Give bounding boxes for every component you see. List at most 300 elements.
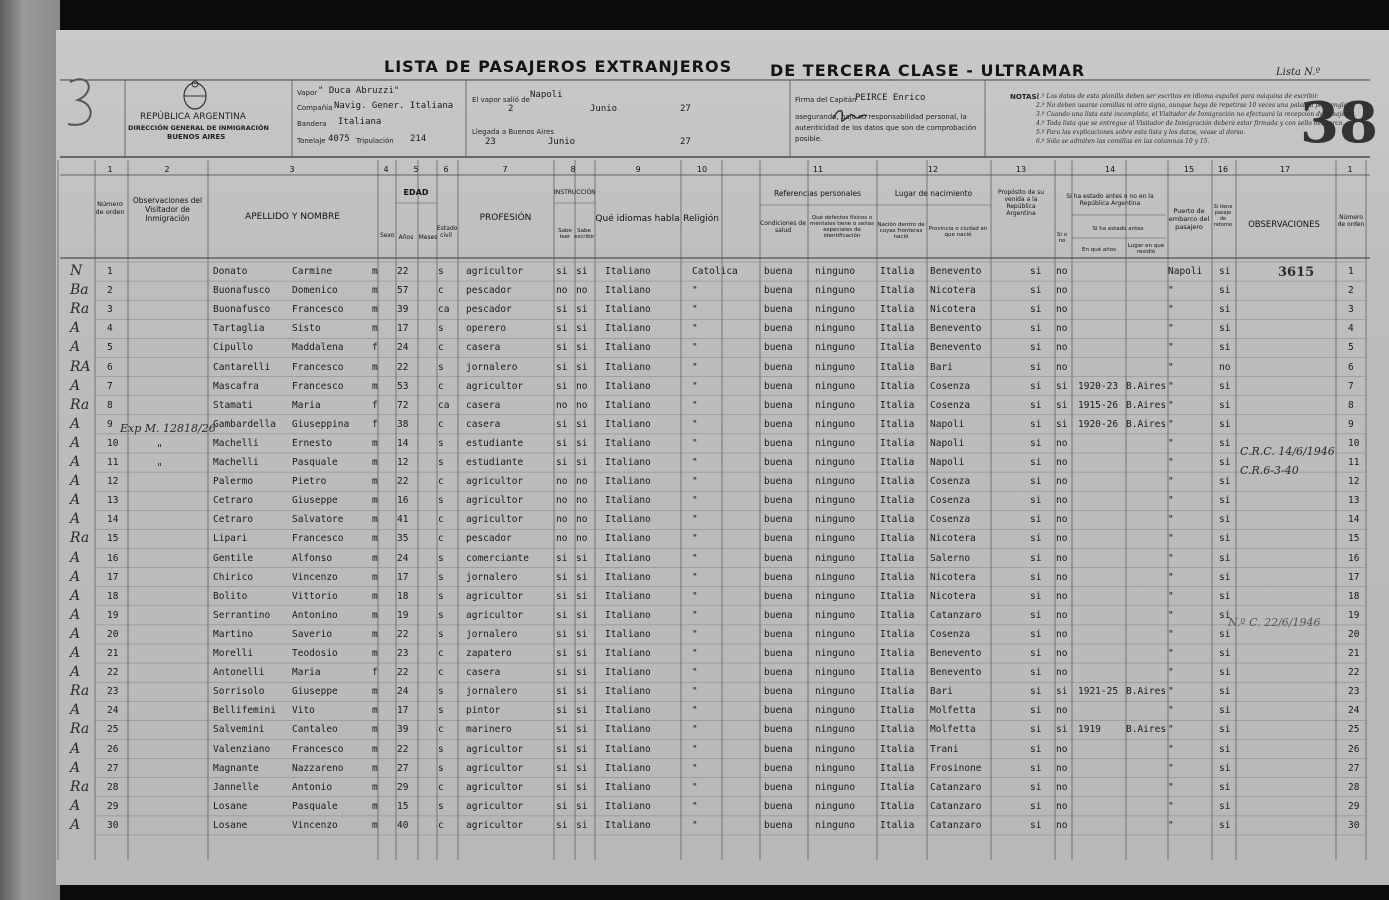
cell-puerto: " xyxy=(1168,667,1174,679)
cell-puerto: " xyxy=(1168,705,1174,717)
hdr-sabe-escribir: Sabe escribir xyxy=(574,228,595,240)
cell-n-right: 3 xyxy=(1348,304,1354,316)
cell-provincia: Salerno xyxy=(930,552,971,564)
cell-defectos: ninguno xyxy=(815,457,856,468)
cell-profesion: pescador xyxy=(466,533,512,545)
margin-mark: A xyxy=(70,816,81,833)
cell-religion: " xyxy=(692,380,698,392)
cell-provincia: Cosenza xyxy=(930,514,971,526)
margin-mark: A xyxy=(70,759,81,776)
cell-leer: si xyxy=(556,686,568,698)
cell-sexo: f xyxy=(372,667,378,679)
cell-profesion: casera xyxy=(466,399,501,411)
cell-n: 9 xyxy=(107,418,113,430)
salio-label: El vapor salió de xyxy=(472,96,530,104)
cell-estado_antes: si xyxy=(1056,380,1068,392)
cell-n: 5 xyxy=(107,342,113,354)
cell-proposito: si xyxy=(1030,648,1042,659)
cell-proposito: si xyxy=(1030,476,1042,488)
cell-c16: si xyxy=(1219,399,1231,411)
cell-defectos: ninguno xyxy=(815,437,856,449)
cell-estado: s xyxy=(438,437,444,449)
cell-estado_antes: no xyxy=(1056,705,1068,717)
cell-puerto: " xyxy=(1168,437,1174,449)
cell-estado: s xyxy=(438,361,444,373)
cell-nacion: Italia xyxy=(880,628,915,640)
cell-estado: s xyxy=(438,628,444,640)
cell-apellido: Cetraro xyxy=(213,495,254,507)
cell-escribir: si xyxy=(576,628,588,640)
margin-mark: A xyxy=(70,664,81,681)
cell-defectos: ninguno xyxy=(815,705,856,717)
hdr-numero-right: Número de orden xyxy=(1337,214,1365,228)
cell-estado_antes: no xyxy=(1056,743,1068,755)
hdr-nacion: Nación dentro de cuyas fronteras nació xyxy=(877,222,925,240)
hdr-apellido: APELLIDO Y NOMBRE xyxy=(245,212,340,222)
cell-nacion: Italia xyxy=(880,743,915,755)
cell-estado_antes: no xyxy=(1056,819,1068,831)
cell-c16: si xyxy=(1219,323,1231,335)
cell-proposito: si xyxy=(1030,495,1042,507)
cell-provincia: Nicotera xyxy=(930,571,976,583)
cell-salud: buena xyxy=(764,361,793,373)
cell-proposito: si xyxy=(1030,590,1042,602)
hdr-si-no: Si o no xyxy=(1056,232,1068,244)
cell-sexo: m xyxy=(372,552,378,564)
margin-mark: A xyxy=(70,339,81,356)
cell-escribir: no xyxy=(576,514,588,526)
cell-defectos: ninguno xyxy=(815,533,856,545)
cell-sexo: m xyxy=(372,819,378,831)
cell-n: 29 xyxy=(107,800,119,812)
cell-lugar: B.Aires xyxy=(1126,399,1167,411)
cell-anos: 1915-26 xyxy=(1078,399,1119,411)
column-number: 16 xyxy=(1217,165,1229,174)
cell-idioma: Italiano xyxy=(605,571,651,583)
cell-n-right: 8 xyxy=(1348,399,1354,411)
cell-n-right: 14 xyxy=(1348,514,1360,526)
cell-nombre: Francesco xyxy=(292,533,344,545)
cell-provincia: Bari xyxy=(930,361,953,373)
cell-puerto: " xyxy=(1168,457,1174,468)
cell-apellido: Machelli xyxy=(213,457,259,468)
cell-n-right: 18 xyxy=(1348,590,1360,602)
cell-defectos: ninguno xyxy=(815,418,856,430)
cell-lugar: B.Aires xyxy=(1126,418,1167,430)
cell-provincia: Benevento xyxy=(930,667,982,679)
cell-estado_antes: no xyxy=(1056,800,1068,812)
cell-estado_antes: no xyxy=(1056,361,1068,373)
cell-salud: buena xyxy=(764,285,793,297)
margin-mark: A xyxy=(70,473,81,490)
cell-defectos: ninguno xyxy=(815,724,856,736)
column-number: 12 xyxy=(927,165,939,174)
cell-n: 23 xyxy=(107,686,119,698)
cell-nacion: Italia xyxy=(880,800,915,812)
cell-provincia: Cosenza xyxy=(930,399,971,411)
cell-puerto: " xyxy=(1168,514,1174,526)
cell-estado_antes: no xyxy=(1056,667,1068,679)
cell-puerto: " xyxy=(1168,495,1174,507)
margin-mark: A xyxy=(70,454,81,470)
cell-apellido: Buonafusco xyxy=(213,304,271,316)
cell-edad: 18 xyxy=(397,590,409,602)
cell-salud: buena xyxy=(764,590,793,602)
cell-puerto: Napoli xyxy=(1168,266,1203,277)
column-number: 8 xyxy=(570,165,576,174)
cell-estado: ca xyxy=(438,304,450,316)
cell-estado_antes: no xyxy=(1056,266,1068,277)
cell-escribir: si xyxy=(576,609,588,621)
column-number: 15 xyxy=(1183,165,1195,174)
hdr-numero: Número de orden xyxy=(95,200,125,216)
cell-provincia: Frosinone xyxy=(930,762,982,774)
cell-salud: buena xyxy=(764,705,793,717)
cell-religion: " xyxy=(692,495,698,507)
cell-c16: si xyxy=(1219,437,1231,449)
cell-escribir: si xyxy=(576,437,588,449)
seal-line-2: DIRECCIÓN GENERAL DE INMIGRACIÓN xyxy=(128,124,269,132)
cell-proposito: si xyxy=(1030,266,1042,277)
cell-religion: " xyxy=(692,476,698,488)
cell-provincia: Catanzaro xyxy=(930,609,982,621)
cell-nombre: Maria xyxy=(292,667,321,679)
cell-apellido: Valenziano xyxy=(213,743,271,755)
cell-n-right: 27 xyxy=(1348,762,1360,774)
cell-estado_antes: no xyxy=(1056,648,1068,659)
cell-sexo: m xyxy=(372,705,378,717)
cell-idioma: Italiano xyxy=(605,743,651,755)
cell-salud: buena xyxy=(764,342,793,354)
cell-provincia: Nicotera xyxy=(930,285,976,297)
cell-leer: si xyxy=(556,304,568,316)
cell-apellido: Mascafra xyxy=(213,380,259,392)
cell-sexo: m xyxy=(372,590,378,602)
cell-c16: si xyxy=(1219,495,1231,507)
cell-escribir: si xyxy=(576,686,588,698)
cell-idioma: Italiano xyxy=(605,705,651,717)
cell-sexo: f xyxy=(372,342,378,354)
cell-escribir: no xyxy=(576,380,588,392)
cell-proposito: si xyxy=(1030,457,1042,468)
margin-mark: A xyxy=(70,492,81,509)
cell-apellido: Machelli xyxy=(213,437,259,449)
cell-salud: buena xyxy=(764,762,793,774)
cell-puerto: " xyxy=(1168,533,1174,545)
cell-idioma: Italiano xyxy=(605,667,651,679)
cell-n: 22 xyxy=(107,667,119,679)
cell-nacion: Italia xyxy=(880,457,915,468)
cell-estado: c xyxy=(438,342,444,354)
cell-nacion: Italia xyxy=(880,399,915,411)
cell-provincia: Cosenza xyxy=(930,628,971,640)
cell-sexo: m xyxy=(372,724,378,736)
cell-edad: 23 xyxy=(397,648,409,659)
cell-religion: " xyxy=(692,762,698,774)
cell-defectos: ninguno xyxy=(815,571,856,583)
cell-estado: c xyxy=(438,533,444,545)
cell-idioma: Italiano xyxy=(605,285,651,297)
cell-estado_antes: no xyxy=(1056,285,1068,297)
cell-nacion: Italia xyxy=(880,342,915,354)
cell-n: 27 xyxy=(107,762,119,774)
compania-value: Navig. Gener. Italiana xyxy=(334,101,454,111)
column-number: 17 xyxy=(1279,165,1291,174)
cell-idioma: Italiano xyxy=(605,552,651,564)
cell-n-right: 15 xyxy=(1348,533,1360,545)
cell-n-right: 1 xyxy=(1348,266,1354,277)
cell-puerto: " xyxy=(1168,418,1174,430)
cell-salud: buena xyxy=(764,667,793,679)
cell-apellido: Cetraro xyxy=(213,514,254,526)
cell-edad: 40 xyxy=(397,819,409,831)
cell-escribir: si xyxy=(576,762,588,774)
tonelaje-label: Tonelaje xyxy=(297,137,326,145)
hdr-en-que-anos: En qué años xyxy=(1082,247,1116,253)
cell-puerto: " xyxy=(1168,285,1174,297)
cell-edad: 57 xyxy=(397,285,409,297)
cell-n-right: 20 xyxy=(1348,628,1360,640)
cell-n: 18 xyxy=(107,590,119,602)
cell-escribir: no xyxy=(576,495,588,507)
cell-n: 1 xyxy=(107,266,113,277)
llegada-anio: 27 xyxy=(680,137,691,147)
cell-defectos: ninguno xyxy=(815,495,856,507)
cell-nacion: Italia xyxy=(880,648,915,659)
cell-apellido: Bolito xyxy=(213,590,248,602)
cell-estado_antes: no xyxy=(1056,495,1068,507)
cell-profesion: estudiante xyxy=(466,457,524,468)
cell-idioma: Italiano xyxy=(605,724,651,736)
salio-puerto: Napoli xyxy=(530,90,563,100)
cell-salud: buena xyxy=(764,380,793,392)
cell-nacion: Italia xyxy=(880,476,915,488)
cell-puerto: " xyxy=(1168,304,1174,316)
cell-estado: s xyxy=(438,762,444,774)
cell-sexo: m xyxy=(372,457,378,468)
cell-idioma: Italiano xyxy=(605,819,651,831)
cell-puerto: " xyxy=(1168,819,1174,831)
cell-provincia: Catanzaro xyxy=(930,819,982,831)
cell-salud: buena xyxy=(764,628,793,640)
cell-idioma: Italiano xyxy=(605,361,651,373)
cell-sexo: m xyxy=(372,628,378,640)
cell-religion: " xyxy=(692,304,698,316)
cell-leer: si xyxy=(556,590,568,602)
margin-mark: Ra xyxy=(70,683,90,700)
column-number: 14 xyxy=(1104,165,1116,174)
cell-edad: 27 xyxy=(397,762,409,774)
margin-mark: A xyxy=(70,377,81,394)
cell-profesion: pescador xyxy=(466,304,512,316)
cell-defectos: ninguno xyxy=(815,648,856,659)
cell-n-right: 10 xyxy=(1348,437,1360,449)
margin-mark: A xyxy=(70,740,81,757)
margin-mark: N xyxy=(70,263,83,279)
cell-salud: buena xyxy=(764,686,793,698)
cell-salud: buena xyxy=(764,418,793,430)
cell-escribir: si xyxy=(576,323,588,335)
cell-nacion: Italia xyxy=(880,266,915,277)
cell-profesion: agricultor xyxy=(466,476,524,488)
cell-idioma: Italiano xyxy=(605,266,651,277)
cell-puerto: " xyxy=(1168,648,1174,659)
obs-annotation-2: " xyxy=(157,442,163,455)
hdr-observaciones: OBSERVACIONES xyxy=(1248,220,1320,230)
cell-n: 7 xyxy=(107,380,113,392)
firma-label: Firma del Capitán xyxy=(795,96,857,104)
nota-2: 2.º No deben usarse comillas ni otro signo, aunque haya de repetirse 10 veces una palabra por renglón. xyxy=(1036,102,1353,109)
cell-n-right: 4 xyxy=(1348,323,1354,335)
cell-leer: si xyxy=(556,743,568,755)
cell-edad: 24 xyxy=(397,686,409,698)
cell-profesion: casera xyxy=(466,418,501,430)
cell-estado: c xyxy=(438,819,444,831)
nota-5: 5.º Para las explicaciones sobre esta lista y los datos, véase al dorso. xyxy=(1036,129,1246,136)
cell-provincia: Catanzaro xyxy=(930,800,982,812)
cell-nombre: Francesco xyxy=(292,380,344,392)
cell-edad: 72 xyxy=(397,399,409,411)
cell-sexo: f xyxy=(372,399,378,411)
hdr-idiomas: Qué idiomas habla xyxy=(595,214,680,224)
cell-nombre: Antonio xyxy=(292,781,333,793)
cell-religion: " xyxy=(692,285,698,297)
cell-nacion: Italia xyxy=(880,571,915,583)
cell-salud: buena xyxy=(764,495,793,507)
cell-c16: si xyxy=(1219,571,1231,583)
cell-religion: " xyxy=(692,399,698,411)
cell-escribir: si xyxy=(576,743,588,755)
cell-idioma: Italiano xyxy=(605,399,651,411)
cell-sexo: m xyxy=(372,648,378,659)
cell-nacion: Italia xyxy=(880,495,915,507)
cell-religion: " xyxy=(692,552,698,564)
hdr-meses: Meses xyxy=(418,234,438,241)
vapor-label: Vapor xyxy=(297,89,318,97)
margin-mark: A xyxy=(70,645,81,661)
cell-edad: 14 xyxy=(397,437,409,449)
cell-sexo: m xyxy=(372,609,378,621)
hdr-estado: Estado civil xyxy=(437,225,458,239)
cell-puerto: " xyxy=(1168,628,1174,640)
cell-proposito: si xyxy=(1030,380,1042,392)
cell-c16: no xyxy=(1219,361,1231,373)
cell-nacion: Italia xyxy=(880,323,915,335)
cell-provincia: Molfetta xyxy=(930,724,976,736)
cell-estado: s xyxy=(438,266,444,277)
cell-estado: s xyxy=(438,609,444,621)
cell-leer: si xyxy=(556,266,568,277)
column-number: 1 xyxy=(1347,165,1353,174)
cell-apellido: Morelli xyxy=(213,648,254,659)
cell-provincia: Napoli xyxy=(930,418,965,430)
right-annotation-1: C.R.C. 14/6/1946 xyxy=(1240,445,1335,458)
cell-nombre: Giuseppina xyxy=(292,418,350,430)
cell-leer: si xyxy=(556,762,568,774)
cell-puerto: " xyxy=(1168,571,1174,583)
cell-idioma: Italiano xyxy=(605,781,651,793)
cell-salud: buena xyxy=(764,819,793,831)
cell-puerto: " xyxy=(1168,380,1174,392)
cell-escribir: si xyxy=(576,590,588,602)
hdr-edad: EDAD xyxy=(403,188,429,197)
salio-anio: 27 xyxy=(680,104,691,114)
cell-estado_antes: no xyxy=(1056,476,1068,488)
cell-idioma: Italiano xyxy=(605,628,651,640)
cell-provincia: Catanzaro xyxy=(930,781,982,793)
nota-4: 4.º Toda lista que se entregue al Visitador de Inmigración deberá estar firmada y con sello del barco. xyxy=(1036,120,1345,127)
cell-escribir: si xyxy=(576,781,588,793)
cell-nombre: Sisto xyxy=(292,323,321,335)
cell-nombre: Francesco xyxy=(292,743,344,755)
cell-leer: si xyxy=(556,628,568,640)
right-annotation-3: N.º C. 22/6/1946 xyxy=(1228,616,1321,629)
cell-proposito: si xyxy=(1030,552,1042,564)
cell-nacion: Italia xyxy=(880,361,915,373)
cell-escribir: no xyxy=(576,533,588,545)
cell-salud: buena xyxy=(764,743,793,755)
lista-label: Lista N.º xyxy=(1276,67,1321,78)
cell-n: 24 xyxy=(107,705,119,717)
cell-salud: buena xyxy=(764,323,793,335)
cell-profesion: operero xyxy=(466,323,507,335)
cell-idioma: Italiano xyxy=(605,342,651,354)
cell-idioma: Italiano xyxy=(605,437,651,449)
cell-n: 6 xyxy=(107,361,113,373)
cell-proposito: si xyxy=(1030,533,1042,545)
cell-defectos: ninguno xyxy=(815,743,856,755)
cell-defectos: ninguno xyxy=(815,762,856,774)
cell-edad: 29 xyxy=(397,781,409,793)
capitan-name: PEIRCE Enrico xyxy=(855,93,926,103)
cell-c16: si xyxy=(1219,743,1231,755)
cell-apellido: Losane xyxy=(213,819,248,831)
cell-escribir: si xyxy=(576,457,588,468)
cell-escribir: si xyxy=(576,266,588,277)
cell-profesion: agricultor xyxy=(466,380,524,392)
cell-apellido: Gambardella xyxy=(213,418,276,430)
cell-apellido: Sorrisolo xyxy=(213,686,265,698)
cell-sexo: m xyxy=(372,571,378,583)
cell-apellido: Palermo xyxy=(213,476,254,488)
nota-3: 3.º Cuando una lista esté incompleta, el Visitador de Inmigración no efectuará la recepción de pasajeros. xyxy=(1036,111,1357,118)
bandera-value: Italiana xyxy=(338,117,382,127)
cell-edad: 22 xyxy=(397,743,409,755)
cell-edad: 39 xyxy=(397,304,409,316)
margin-mark: Ra xyxy=(70,396,90,413)
cell-n-right: 6 xyxy=(1348,361,1354,373)
cell-nombre: Vito xyxy=(292,705,315,717)
hdr-estado-antes: Si ha estado antes o no en la República Argentina xyxy=(1066,193,1154,207)
cell-edad: 24 xyxy=(397,342,409,354)
cell-salud: buena xyxy=(764,609,793,621)
cell-salud: buena xyxy=(764,781,793,793)
cell-n: 4 xyxy=(107,323,113,335)
cell-sexo: m xyxy=(372,743,378,755)
cell-escribir: no xyxy=(576,285,588,297)
cell-n-right: 19 xyxy=(1348,609,1360,621)
cell-nacion: Italia xyxy=(880,552,915,564)
cell-escribir: si xyxy=(576,418,588,430)
cell-c16: si xyxy=(1219,686,1231,698)
seal-line-1: REPÚBLICA ARGENTINA xyxy=(140,112,246,122)
cell-n: 15 xyxy=(107,533,119,545)
cell-c16: si xyxy=(1219,457,1231,468)
cell-leer: si xyxy=(556,667,568,679)
cell-anos: 1920-26 xyxy=(1078,418,1119,430)
cell-profesion: agricultor xyxy=(466,495,524,507)
cell-provincia: Nicotera xyxy=(930,590,976,602)
